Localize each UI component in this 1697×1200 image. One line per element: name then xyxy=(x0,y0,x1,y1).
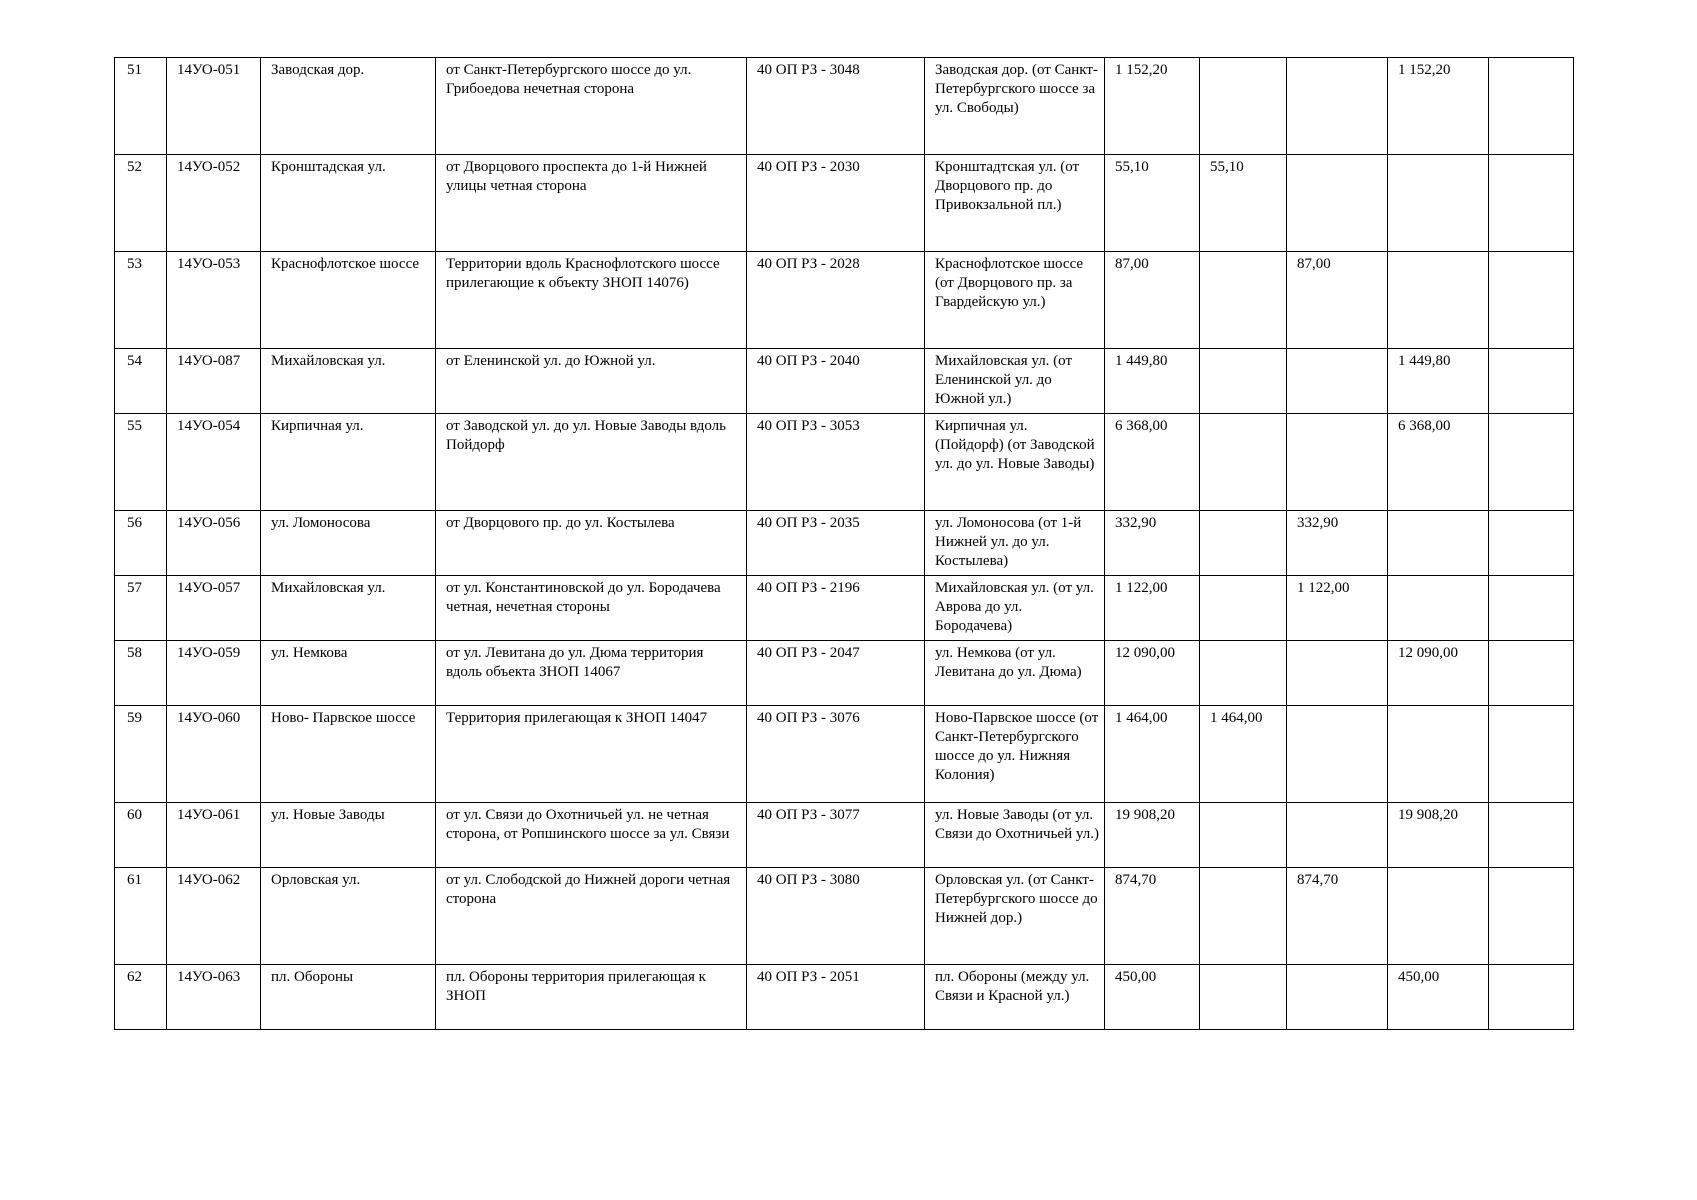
area-col-4-cell xyxy=(1489,576,1574,641)
table-row xyxy=(115,706,1574,803)
area-col-2-cell xyxy=(1287,414,1388,511)
row-number-cell: 57 xyxy=(115,576,167,641)
object-code-cell: 14УО-053 xyxy=(167,252,261,349)
table-row xyxy=(115,58,1574,155)
area-col-3-cell xyxy=(1388,252,1489,349)
area-col-4-cell xyxy=(1489,349,1574,414)
area-col-1-cell xyxy=(1200,576,1287,641)
area-col-4-cell xyxy=(1489,252,1574,349)
total-area-cell: 450,00 xyxy=(1105,965,1200,1030)
location-description-cell: от Дворцового пр. до ул. Костылева xyxy=(436,511,747,576)
street-name-cell: ул. Ломоносова xyxy=(261,511,436,576)
area-col-4-cell xyxy=(1489,803,1574,868)
area-col-1-cell xyxy=(1200,868,1287,965)
area-col-3-cell: 450,00 xyxy=(1388,965,1489,1030)
road-name-cell: Ново-Парвское шоссе (от Санкт-Петербургского шоссе до ул. Нижняя Колония) xyxy=(925,706,1105,803)
data-table xyxy=(114,57,1574,1030)
total-area-cell: 1 464,00 xyxy=(1105,706,1200,803)
area-col-1-cell xyxy=(1200,965,1287,1030)
street-name-cell: Михайловская ул. xyxy=(261,576,436,641)
location-description-cell: от ул. Слободской до Нижней дороги четная сторона xyxy=(436,868,747,965)
street-name-cell: пл. Обороны xyxy=(261,965,436,1030)
area-col-2-cell xyxy=(1287,155,1388,252)
road-id-cell: 40 ОП РЗ - 2028 xyxy=(747,252,925,349)
table-row xyxy=(115,155,1574,252)
table-row xyxy=(115,414,1574,511)
road-id-cell: 40 ОП РЗ - 3077 xyxy=(747,803,925,868)
row-number-cell: 60 xyxy=(115,803,167,868)
road-name-cell: пл. Обороны (между ул. Связи и Красной ул.) xyxy=(925,965,1105,1030)
row-number-cell: 55 xyxy=(115,414,167,511)
location-description-cell: пл. Обороны территория прилегающая к ЗНОП xyxy=(436,965,747,1030)
row-number-cell: 59 xyxy=(115,706,167,803)
road-id-cell: 40 ОП РЗ - 3053 xyxy=(747,414,925,511)
area-col-2-cell xyxy=(1287,349,1388,414)
location-description-cell: от Заводской ул. до ул. Новые Заводы вдоль Пойдорф xyxy=(436,414,747,511)
area-col-1-cell: 55,10 xyxy=(1200,155,1287,252)
area-col-1-cell xyxy=(1200,511,1287,576)
area-col-1-cell xyxy=(1200,349,1287,414)
road-id-cell: 40 ОП РЗ - 2035 xyxy=(747,511,925,576)
street-name-cell: Кирпичная ул. xyxy=(261,414,436,511)
area-col-3-cell: 6 368,00 xyxy=(1388,414,1489,511)
area-col-3-cell: 1 152,20 xyxy=(1388,58,1489,155)
road-name-cell: Кронштадтская ул. (от Дворцового пр. до Привокзальной пл.) xyxy=(925,155,1105,252)
total-area-cell: 332,90 xyxy=(1105,511,1200,576)
location-description-cell: от Санкт-Петербургского шоссе до ул. Грибоедова нечетная сторона xyxy=(436,58,747,155)
street-name-cell: Заводская дор. xyxy=(261,58,436,155)
object-code-cell: 14УО-052 xyxy=(167,155,261,252)
table-row xyxy=(115,965,1574,1030)
area-col-2-cell: 874,70 xyxy=(1287,868,1388,965)
street-name-cell: ул. Новые Заводы xyxy=(261,803,436,868)
location-description-cell: от Дворцового проспекта до 1-й Нижней улицы четная сторона xyxy=(436,155,747,252)
area-col-4-cell xyxy=(1489,511,1574,576)
object-code-cell: 14УО-056 xyxy=(167,511,261,576)
table-body xyxy=(115,58,1574,1030)
area-col-2-cell xyxy=(1287,58,1388,155)
table-row xyxy=(115,641,1574,706)
row-number-cell: 51 xyxy=(115,58,167,155)
row-number-cell: 54 xyxy=(115,349,167,414)
row-number-cell: 52 xyxy=(115,155,167,252)
area-col-3-cell xyxy=(1388,511,1489,576)
area-col-4-cell xyxy=(1489,706,1574,803)
area-col-4-cell xyxy=(1489,965,1574,1030)
area-col-4-cell xyxy=(1489,155,1574,252)
area-col-1-cell xyxy=(1200,252,1287,349)
location-description-cell: от ул. Константиновской до ул. Бородачева четная, нечетная стороны xyxy=(436,576,747,641)
road-id-cell: 40 ОП РЗ - 3076 xyxy=(747,706,925,803)
object-code-cell: 14УО-054 xyxy=(167,414,261,511)
road-id-cell: 40 ОП РЗ - 2030 xyxy=(747,155,925,252)
area-col-3-cell xyxy=(1388,155,1489,252)
total-area-cell: 55,10 xyxy=(1105,155,1200,252)
area-col-3-cell: 19 908,20 xyxy=(1388,803,1489,868)
total-area-cell: 1 152,20 xyxy=(1105,58,1200,155)
area-col-4-cell xyxy=(1489,58,1574,155)
area-col-2-cell xyxy=(1287,706,1388,803)
area-col-2-cell: 332,90 xyxy=(1287,511,1388,576)
location-description-cell: Территория прилегающая к ЗНОП 14047 xyxy=(436,706,747,803)
object-code-cell: 14УО-059 xyxy=(167,641,261,706)
location-description-cell: Территории вдоль Краснофлотского шоссе прилегающие к объекту ЗНОП 14076) xyxy=(436,252,747,349)
street-name-cell: Кронштадская ул. xyxy=(261,155,436,252)
road-name-cell: ул. Немкова (от ул. Левитана до ул. Дюма) xyxy=(925,641,1105,706)
area-col-2-cell: 1 122,00 xyxy=(1287,576,1388,641)
object-code-cell: 14УО-062 xyxy=(167,868,261,965)
area-col-3-cell: 12 090,00 xyxy=(1388,641,1489,706)
area-col-4-cell xyxy=(1489,868,1574,965)
road-name-cell: Михайловская ул. (от Еленинской ул. до Южной ул.) xyxy=(925,349,1105,414)
road-id-cell: 40 ОП РЗ - 2047 xyxy=(747,641,925,706)
area-col-1-cell xyxy=(1200,641,1287,706)
total-area-cell: 1 449,80 xyxy=(1105,349,1200,414)
location-description-cell: от Еленинской ул. до Южной ул. xyxy=(436,349,747,414)
road-name-cell: Заводская дор. (от Санкт-Петербургского шоссе за ул. Свободы) xyxy=(925,58,1105,155)
area-col-3-cell xyxy=(1388,706,1489,803)
object-code-cell: 14УО-057 xyxy=(167,576,261,641)
total-area-cell: 19 908,20 xyxy=(1105,803,1200,868)
location-description-cell: от ул. Связи до Охотничьей ул. не четная сторона, от Ропшинского шоссе за ул. Связи xyxy=(436,803,747,868)
table-row xyxy=(115,576,1574,641)
area-col-2-cell: 87,00 xyxy=(1287,252,1388,349)
row-number-cell: 62 xyxy=(115,965,167,1030)
table-row xyxy=(115,868,1574,965)
street-name-cell: Краснофлотское шоссе xyxy=(261,252,436,349)
road-name-cell: Кирпичная ул. (Пойдорф) (от Заводской ул. до ул. Новые Заводы) xyxy=(925,414,1105,511)
road-id-cell: 40 ОП РЗ - 3048 xyxy=(747,58,925,155)
table-row xyxy=(115,511,1574,576)
table-row xyxy=(115,349,1574,414)
total-area-cell: 12 090,00 xyxy=(1105,641,1200,706)
road-id-cell: 40 ОП РЗ - 2196 xyxy=(747,576,925,641)
area-col-4-cell xyxy=(1489,641,1574,706)
road-id-cell: 40 ОП РЗ - 2051 xyxy=(747,965,925,1030)
object-code-cell: 14УО-051 xyxy=(167,58,261,155)
row-number-cell: 53 xyxy=(115,252,167,349)
object-code-cell: 14УО-063 xyxy=(167,965,261,1030)
total-area-cell: 87,00 xyxy=(1105,252,1200,349)
object-code-cell: 14УО-061 xyxy=(167,803,261,868)
location-description-cell: от ул. Левитана до ул. Дюма территория вдоль объекта ЗНОП 14067 xyxy=(436,641,747,706)
total-area-cell: 1 122,00 xyxy=(1105,576,1200,641)
area-col-1-cell xyxy=(1200,803,1287,868)
table-row xyxy=(115,803,1574,868)
row-number-cell: 58 xyxy=(115,641,167,706)
object-code-cell: 14УО-060 xyxy=(167,706,261,803)
road-name-cell: ул. Новые Заводы (от ул. Связи до Охотничьей ул.) xyxy=(925,803,1105,868)
road-id-cell: 40 ОП РЗ - 2040 xyxy=(747,349,925,414)
row-number-cell: 61 xyxy=(115,868,167,965)
area-col-1-cell xyxy=(1200,414,1287,511)
total-area-cell: 874,70 xyxy=(1105,868,1200,965)
row-number-cell: 56 xyxy=(115,511,167,576)
area-col-1-cell xyxy=(1200,58,1287,155)
road-name-cell: Михайловская ул. (от ул. Аврова до ул. Бородачева) xyxy=(925,576,1105,641)
road-name-cell: Краснофлотское шоссе (от Дворцового пр. за Гвардейскую ул.) xyxy=(925,252,1105,349)
object-code-cell: 14УО-087 xyxy=(167,349,261,414)
street-name-cell: Михайловская ул. xyxy=(261,349,436,414)
street-name-cell: ул. Немкова xyxy=(261,641,436,706)
area-col-1-cell: 1 464,00 xyxy=(1200,706,1287,803)
street-name-cell: Ново- Парвское шоссе xyxy=(261,706,436,803)
street-name-cell: Орловская ул. xyxy=(261,868,436,965)
area-col-2-cell xyxy=(1287,803,1388,868)
road-name-cell: ул. Ломоносова (от 1-й Нижней ул. до ул. Костылева) xyxy=(925,511,1105,576)
area-col-2-cell xyxy=(1287,965,1388,1030)
road-name-cell: Орловская ул. (от Санкт-Петербургского шоссе до Нижней дор.) xyxy=(925,868,1105,965)
road-id-cell: 40 ОП РЗ - 3080 xyxy=(747,868,925,965)
area-col-2-cell xyxy=(1287,641,1388,706)
total-area-cell: 6 368,00 xyxy=(1105,414,1200,511)
area-col-3-cell xyxy=(1388,868,1489,965)
area-col-3-cell: 1 449,80 xyxy=(1388,349,1489,414)
area-col-3-cell xyxy=(1388,576,1489,641)
table-row xyxy=(115,252,1574,349)
area-col-4-cell xyxy=(1489,414,1574,511)
